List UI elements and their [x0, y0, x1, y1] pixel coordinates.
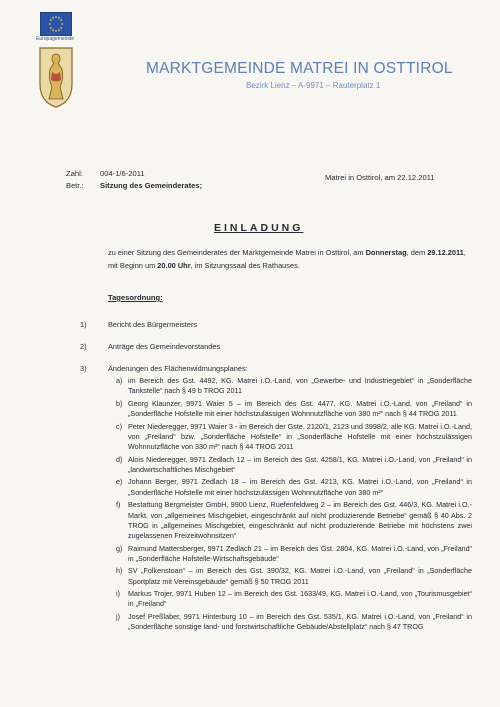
agenda-item: [80, 320, 460, 330]
agenda-item: [80, 364, 460, 374]
agenda-item-text: Bericht des Bürgermeisters: [108, 320, 198, 329]
subject-text: Sitzung des Gemeinderates;: [100, 180, 203, 190]
list-item-text: SV „Folkenstoan“ – im Bereich des Gst. 390/32, KG. Matrei i.O.-Land, von „Freiland“ in „Sonderfläche Sportplatz mit Vereinsgebäude“ gemäß § 50 TROG 2011: [128, 566, 472, 586]
list-item: [116, 399, 472, 420]
eu-label: Europagemeinde: [36, 36, 75, 42]
list-item-letter: f): [116, 500, 121, 510]
list-item-letter: j): [116, 611, 120, 621]
list-item-letter: i): [116, 589, 120, 599]
list-item-letter: e): [116, 477, 123, 487]
place-date: Matrei in Osttirol, am 22.12.2011: [325, 173, 435, 182]
list-item-text: Johann Berger, 9971 Zedlach 18 – im Bereich des Gst. 4213, KG. Matrei i.O.-Land, von „Freiland“ in „Sonderfläche Hofstelle mit einer höchstzulässigen Wohnnutzfläche von 380 m²“: [128, 477, 472, 497]
list-item-text: Peter Niederegger, 9971 Waier 3 - im Bereich der Gste. 2120/1, 2123 und 3998/2, alle KG. Matrei i.O.-Land, von „Freiland“ bzw. „Sonderfläche Hofstelle“ in „Sonderfläche Hofstelle mit einer höchstzulässigen Wohnnutzfläche von 330 m²“ nach § 44 TROG 2011: [128, 421, 472, 452]
municipality-address: Bezirk Lienz – A-9971 – Rauterplatz 1: [246, 81, 381, 90]
list-item: [116, 589, 472, 610]
agenda-item-text: Änderungen des Flächenwidmungsplanes:: [108, 364, 248, 373]
list-item-text: Markus Trojer, 9971 Huben 12 – im Bereich des Gst. 1633/49, KG. Matrei i.O.-Land, von „Tourismusgebiet“ in „Freiland“: [128, 589, 472, 609]
subject-label: Betr.:: [66, 180, 84, 190]
agenda-item-number: 2): [80, 342, 87, 351]
agenda-item-number: 1): [80, 320, 87, 329]
list-item-letter: h): [116, 566, 123, 576]
list-item: [116, 455, 472, 476]
municipality-name: MARKTGEMEINDE MATREI IN OSTTIROL: [146, 60, 453, 77]
meeting-time: 20.00 Uhr: [157, 260, 191, 270]
list-item-text: Alois Niederegger, 9971 Zedlach 12 – im Bereich des Gst. 4258/1, KG. Matrei i.O.-Land, von „Freiland“ in „landwirtschaftliches Mischgebiet“: [128, 454, 472, 474]
meeting-date: 29.12.2011: [427, 248, 464, 257]
list-item-letter: g): [116, 543, 123, 553]
coat-of-arms-icon: [38, 46, 74, 108]
list-item-text: Bestattung Bergmeister GmbH, 9900 Lienz, Ruefenfeldweg 2 – im Bereich des Gst. 446/3, KG. Matrei i.O.-Markt, von „allgemeines Mischgebiet, eingeschränkt auf nicht produzierende Betriebe“ gemäß § 40 Abs. 2 TROG in „allgemeines Mischgebiet, eingeschränkt auf nicht produzierende Betriebe mit höchstens zwei zugelassenen Freizeitwohnsitzen“: [128, 500, 472, 541]
agenda-heading: Tagesordnung:: [108, 293, 163, 302]
subject-row: [66, 180, 202, 192]
invitation-text: [108, 247, 468, 272]
intro-part-3: , mit Beginn um: [108, 248, 466, 270]
document-title: EINLADUNG: [214, 222, 304, 234]
list-item: [116, 376, 472, 397]
list-item: [116, 477, 472, 498]
list-item: [116, 612, 472, 633]
reference-block: [66, 168, 202, 191]
list-item-letter: c): [116, 421, 122, 431]
agenda-item-number: 3): [80, 364, 87, 373]
meeting-day: Donnerstag: [365, 248, 407, 257]
list-item: [116, 500, 472, 541]
list-item: [116, 566, 472, 587]
agenda-item: [80, 342, 460, 352]
eu-flag-icon: [40, 12, 72, 36]
reference-number-row: [66, 168, 202, 180]
intro-part-4: , im Sitzungssaal des Rathauses.: [190, 260, 300, 270]
list-item-text: Georg Klaunzer, 9971 Waier 5 – im Bereich des Gst. 4477, KG. Matrei i.O.-Land, von „Freiland“ in „Sonderfläche Hofstelle mit einer höchstzulässigen Wohnnutzfläche von 380 m²“ nach § 44 TROG 2011: [128, 398, 472, 419]
list-item-letter: b): [116, 398, 123, 408]
agenda-item-text: Anträge des Gemeindevorstandes: [108, 342, 221, 351]
intro-part-1: zu einer Sitzung des Gemeinderates der Marktgemeinde Matrei in Osttirol, am: [108, 248, 366, 257]
list-item: [116, 422, 472, 453]
list-item-letter: d): [116, 454, 123, 464]
zoning-changes-list: [116, 376, 472, 635]
list-item-text: im Bereich des Gst. 4492, KG. Matrei i.O.-Land, von „Gewerbe- und Industriegebiet“ in „Sonderfläche Tankstelle“ nach § 49 b TROG 2011: [128, 376, 472, 396]
list-item-text: Raimund Mattersberger, 9971 Zedlach 21 – im Bereich des Gst. 2804, KG. Matrei i.O.-Land, von „Freiland“ in „Sonderfläche Hofstelle-Wirtschaftsgebäude“: [128, 543, 472, 563]
intro-part-2: , dem: [406, 248, 428, 257]
list-item-text: Josef Preßlaber, 9971 Hinterburg 10 – im Bereich des Gst. 535/1, KG. Matrei i.O.-Land, von „Freiland“ in „Sonderfläche sonstige land- und forstwirtschaftliche Gebäude/Abstellplatz“ nach § 47 TROG: [128, 611, 472, 632]
reference-number: 004-1/6-2011: [100, 169, 145, 178]
list-item-letter: a): [116, 376, 123, 385]
list-item: [116, 544, 472, 565]
reference-number-label: Zahl:: [66, 169, 83, 178]
